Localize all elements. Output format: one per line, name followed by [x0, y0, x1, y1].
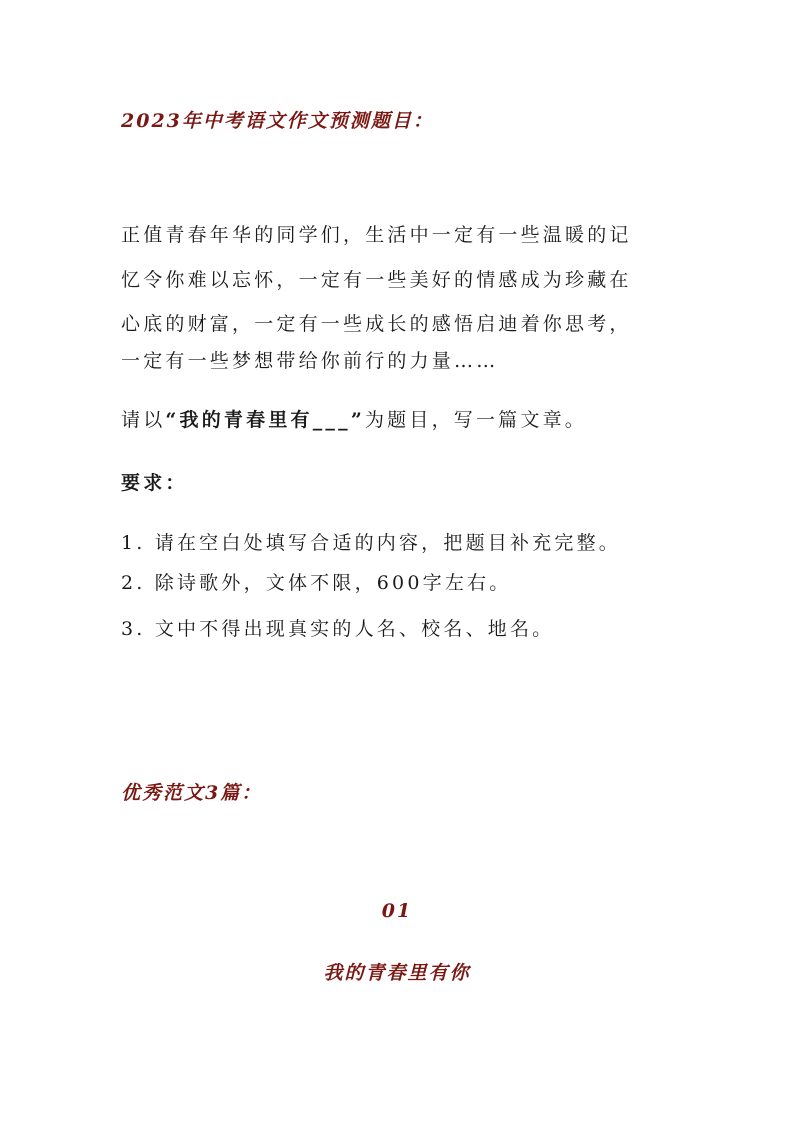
exam-title: 2023年中考语文作文预测题目： [121, 110, 434, 132]
prompt-line-1: 正值青春年华的同学们，生活中一定有一些温暖的记 [121, 224, 632, 246]
samples-heading: 优秀范文3篇： [121, 782, 263, 804]
prompt-instruction [121, 411, 587, 430]
instruction-topic: “我的青春里有___” [165, 409, 365, 431]
prompt-line-2: 忆令你难以忘怀，一定有一些美好的情感成为珍藏在 [121, 269, 632, 291]
prompt-line-4: 一定有一些梦想带给你前行的力量…… [121, 350, 499, 372]
essay-number: 01 [381, 900, 413, 922]
instruction-suffix: 为题目，写一篇文章。 [364, 409, 587, 431]
instruction-prefix: 请以 [121, 409, 166, 431]
requirement-item-2: 2. 除诗歌外，文体不限，600字左右。 [121, 572, 512, 594]
requirements-label: 要求： [121, 472, 188, 494]
essay-title: 我的青春里有你 [323, 962, 471, 984]
requirement-item-1: 1. 请在空白处填写合适的内容，把题目补充完整。 [121, 532, 621, 554]
prompt-line-3: 心底的财富，一定有一些成长的感悟启迪着你思考， [121, 313, 632, 335]
requirement-item-3: 3. 文中不得出现真实的人名、校名、地名。 [121, 618, 555, 640]
